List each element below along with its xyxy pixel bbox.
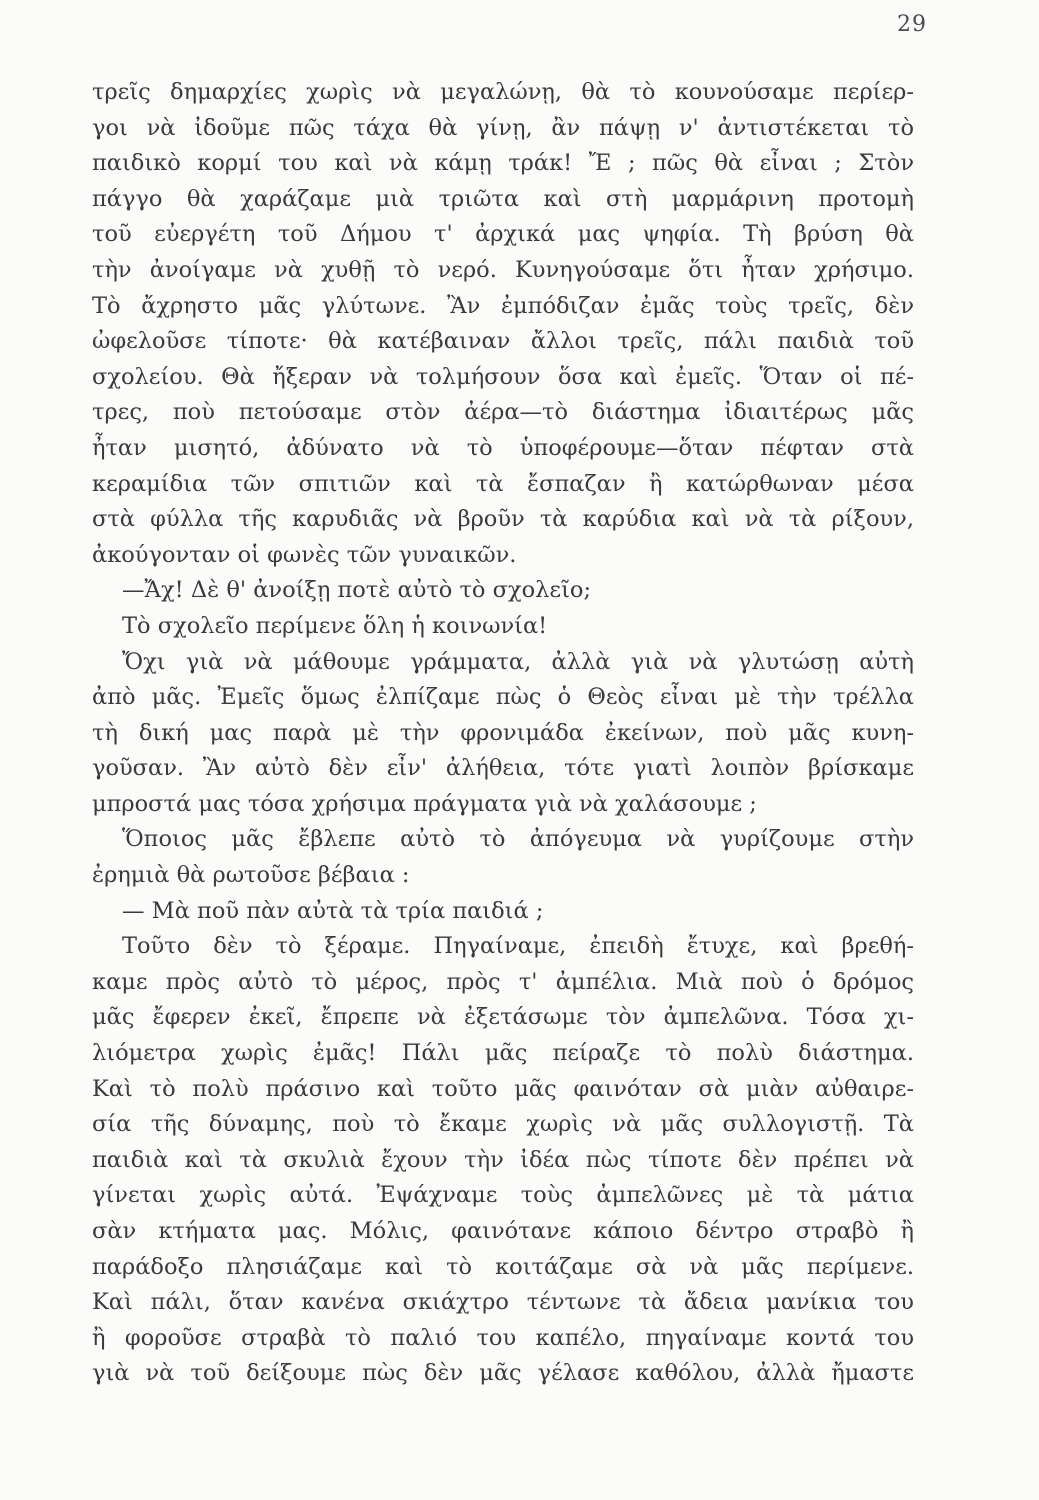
- text-line: μπροστά μας τόσα χρήσιμα πράγματα γιὰ νὰ χαλάσουμε ;: [92, 790, 757, 817]
- text-line: ἢ φοροῦσε στραβὰ τὸ παλιό του καπέλο, πηγαίναμε κοντά του: [92, 1324, 914, 1351]
- text-line: ὠφελοῦσε τίποτε· θὰ κατέβαιναν ἄλλοι τρεῖς, πάλι παιδιὰ τοῦ: [92, 328, 914, 355]
- text-line: παράδοξο πλησιάζαμε καὶ τὸ κοιτάζαμε σὰ νὰ μᾶς περίμενε.: [92, 1253, 914, 1280]
- text-line: σὰν κτήματα μας. Μόλις, φαινότανε κάποιο δέντρο στραβὸ ἢ: [92, 1218, 914, 1244]
- text-line: γιὰ νὰ τοῦ δείξουμε πὼς δὲν μᾶς γέλασε καθόλου, ἀλλὰ ἤμαστε: [92, 1360, 914, 1387]
- text-line: λιόμετρα χωρὶς ἐμᾶς! Πάλι μᾶς πείραζε τὸ πολὺ διάστημα.: [92, 1040, 914, 1067]
- text-line: ἦταν μισητό, ἀδύνατο νὰ τὸ ὑποφέρουμε—ὅταν πέφταν στὰ: [92, 434, 914, 461]
- text-line: γοι νὰ ἰδοῦμε πῶς τάχα θὰ γίνῃ, ἂν πάψῃ ν' ἀντιστέκεται τὸ: [92, 114, 914, 141]
- text-line: παιδικὸ κορμί του καὶ νὰ κάμῃ τράκ! Ἔ ; πῶς θὰ εἶναι ; Στὸν: [92, 150, 914, 177]
- dialogue-line: — Μὰ ποῦ πὰν αὐτὰ τὰ τρία παιδιά ;: [122, 897, 544, 924]
- text-line: Ὅποιος μᾶς ἔβλεπε αὐτὸ τὸ ἀπόγευμα νὰ γυρίζουμε στὴν: [122, 826, 914, 853]
- body-text: [92, 75, 914, 1392]
- text-line: τρεῖς δημαρχίες χωρὶς νὰ μεγαλώνῃ, θὰ τὸ κουνούσαμε περίερ-: [92, 79, 914, 105]
- text-line: Τὸ ἄχρηστο μᾶς γλύτωνε. Ἂν ἐμπόδιζαν ἐμᾶς τοὺς τρεῖς, δὲν: [92, 292, 914, 319]
- text-line: στὰ φύλλα τῆς καρυδιᾶς νὰ βροῦν τὰ καρύδια καὶ νὰ τὰ ρίξουν,: [92, 506, 914, 533]
- text-line: ἀπὸ μᾶς. Ἐμεῖς ὅμως ἐλπίζαμε πὼς ὁ Θεὸς εἶναι μὲ τὴν τρέλλα: [92, 684, 914, 711]
- text-line: Καὶ τὸ πολὺ πράσινο καὶ τοῦτο μᾶς φαινόταν σὰ μιὰν αὐθαιρε-: [92, 1075, 914, 1102]
- text-line: σχολείου. Θὰ ἤξεραν νὰ τολμήσουν ὅσα καὶ ἐμεῖς. Ὅταν οἱ πέ-: [92, 363, 914, 390]
- text-line: γοῦσαν. Ἂν αὐτὸ δὲν εἶν' ἀλήθεια, τότε γιατὶ λοιπὸν βρίσκαμε: [92, 755, 914, 782]
- text-line: τρες, ποὺ πετούσαμε στὸν ἀέρα—τὸ διάστημα ἰδιαιτέρως μᾶς: [92, 399, 914, 426]
- text-line: γίνεται χωρὶς αὐτά. Ἐψάχναμε τοὺς ἀμπελῶνες μὲ τὰ μάτια: [92, 1182, 914, 1209]
- text-line: παιδιὰ καὶ τὰ σκυλιὰ ἔχουν τὴν ἰδέα πὼς τίποτε δὲν πρέπει νὰ: [92, 1146, 914, 1173]
- text-line: Ὄχι γιὰ νὰ μάθουμε γράμματα, ἀλλὰ γιὰ νὰ γλυτώσῃ αὐτὴ: [122, 648, 914, 675]
- text-line: ἐρημιὰ θὰ ρωτοῦσε βέβαια :: [92, 862, 410, 889]
- text-line: σία τῆς δύναμης, ποὺ τὸ ἔκαμε χωρὶς νὰ μᾶς συλλογιστῇ. Τὰ: [92, 1111, 914, 1138]
- text-line: πάγγο θὰ χαράζαμε μιὰ τριῶτα καὶ στὴ μαρμάρινη προτομὴ: [92, 185, 914, 212]
- text-line: ἀκούγονταν οἱ φωνὲς τῶν γυναικῶν.: [92, 541, 517, 568]
- text-line: μᾶς ἔφερεν ἐκεῖ, ἔπρεπε νὰ ἐξετάσωμε τὸν ἀμπελῶνα. Τόσα χι-: [92, 1004, 914, 1031]
- text-line: καμε πρὸς αὐτὸ τὸ μέρος, πρὸς τ' ἀμπέλια. Μιὰ ποὺ ὁ δρόμος: [92, 968, 914, 995]
- text-line: Καὶ πάλι, ὅταν κανένα σκιάχτρο τέντωνε τὰ ἄδεια μανίκια του: [92, 1289, 914, 1316]
- text-line: τὴν ἀνοίγαμε νὰ χυθῇ τὸ νερό. Κυνηγούσαμε ὅτι ἦταν χρήσιμο.: [92, 256, 914, 283]
- text-line: τὴ δική μας παρὰ μὲ τὴν φρονιμάδα ἐκείνων, ποὺ μᾶς κυνη-: [92, 719, 914, 746]
- text-line: Τὸ σχολεῖο περίμενε ὅλη ἡ κοινωνία!: [122, 612, 548, 639]
- dialogue-line: —Ἄχ! Δὲ θ' ἀνοίξῃ ποτὲ αὐτὸ τὸ σχολεῖο;: [122, 577, 592, 604]
- text-line: κεραμίδια τῶν σπιτιῶν καὶ τὰ ἔσπαζαν ἢ κατώρθωναν μέσα: [92, 470, 914, 497]
- page-number: 29: [897, 12, 927, 37]
- text-line: Τοῦτο δὲν τὸ ξέραμε. Πηγαίναμε, ἐπειδὴ ἔτυχε, καὶ βρεθή-: [122, 933, 914, 960]
- text-line: τοῦ εὐεργέτη τοῦ Δήμου τ' ἀρχικά μας ψηφία. Τὴ βρύση θὰ: [92, 221, 914, 248]
